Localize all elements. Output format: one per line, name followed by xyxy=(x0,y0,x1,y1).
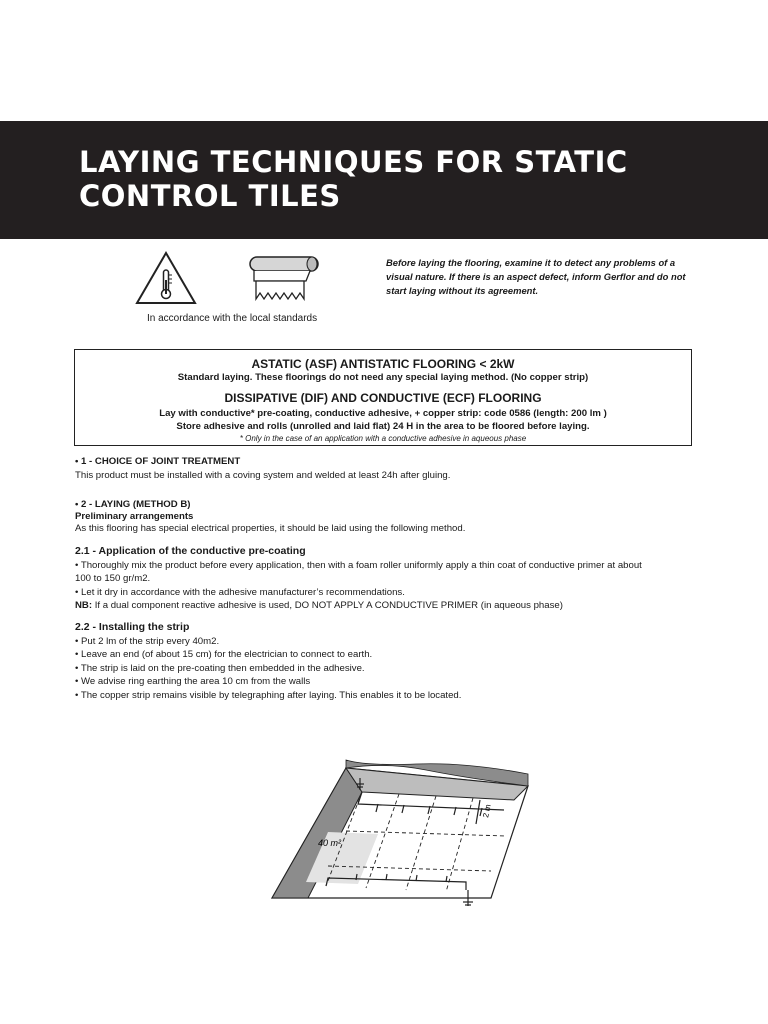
section-laying xyxy=(75,498,705,535)
section-pre-coating xyxy=(75,545,705,613)
section-line xyxy=(75,599,705,613)
nb-label: NB: xyxy=(75,600,93,611)
box-text-conductive: Lay with conductive* pre-coating, conductive adhesive, + copper strip: code 0586 (length: 200 lm ) xyxy=(159,408,607,419)
flooring-info-box xyxy=(74,349,692,446)
box-text-store: Store adhesive and rolls (unrolled and laid flat) 24 H in the area to be floored before laying. xyxy=(176,421,590,432)
warning-note: Before laying the flooring, examine it to detect any problems of a visual nature. If there is an aspect defect, inform Gerflor and do not start laying without its agreement. xyxy=(386,257,686,296)
page-title: LAYING TECHNIQUES FOR STATIC CONTROL TILES xyxy=(79,145,628,213)
list-item: • Put 2 lm of the strip every 40m2. xyxy=(75,635,220,647)
box-heading-astatic: ASTATIC (ASF) ANTISTATIC FLOORING < 2kW xyxy=(251,357,515,371)
box-text-standard: Standard laying. These floorings do not need any special laying method. (No copper strip) xyxy=(177,372,589,383)
section-title: • 1 - CHOICE OF JOINT TREATMENT xyxy=(75,456,241,467)
section-line: • Let it dry in accordance with the adhesive manufacturer’s recommendations. xyxy=(75,586,405,598)
box-footnote: * Only in the case of an application with a conductive adhesive in aqueous phase xyxy=(239,434,527,443)
icon-caption: In accordance with the local standards xyxy=(147,313,318,324)
list-item: • We advise ring earthing the area 10 cm from the walls xyxy=(75,676,311,687)
section-installing-strip xyxy=(75,621,705,702)
box-heading-dissipative: DISSIPATIVE (DIF) AND CONDUCTIVE (ECF) FLOORING xyxy=(224,391,542,405)
section-title: 2.1 - Application of the conductive pre-coating xyxy=(75,545,306,557)
section-subtitle: Preliminary arrangements xyxy=(75,510,194,522)
strip-layout-diagram xyxy=(266,756,536,916)
section-line: • Thoroughly mix the product before every application, then with a foam roller uniformly apply a thin coat of conductive primer at about xyxy=(75,559,642,571)
section-title: 2.2 - Installing the strip xyxy=(75,621,190,633)
title-banner xyxy=(0,121,768,239)
list-item: • Leave an end (of about 15 cm) for the electrician to connect to earth. xyxy=(75,649,373,660)
section-line: 100 to 150 gr/m2. xyxy=(75,573,151,584)
length-label: 2 m xyxy=(481,803,493,819)
area-label: 40 m² xyxy=(318,838,342,848)
nb-text: If a dual component reactive adhesive is used, DO NOT APPLY A CONDUCTIVE PRIMER (in aqueous phase) xyxy=(92,600,563,611)
section-text: As this flooring has special electrical properties, it should be laid using the following method. xyxy=(75,522,466,534)
adhesive-roll-icon xyxy=(248,255,320,305)
list-item: • The copper strip remains visible by telegraphing after laying. This enables it to be located. xyxy=(75,689,462,701)
section-title: • 2 - LAYING (METHOD B) xyxy=(75,499,191,510)
thermometer-warning-icon xyxy=(134,250,198,306)
section-text: This product must be installed with a coving system and welded at least 24h after gluing. xyxy=(75,469,451,481)
section-joint-treatment xyxy=(75,455,705,482)
list-item: • The strip is laid on the pre-coating then embedded in the adhesive. xyxy=(75,662,365,674)
